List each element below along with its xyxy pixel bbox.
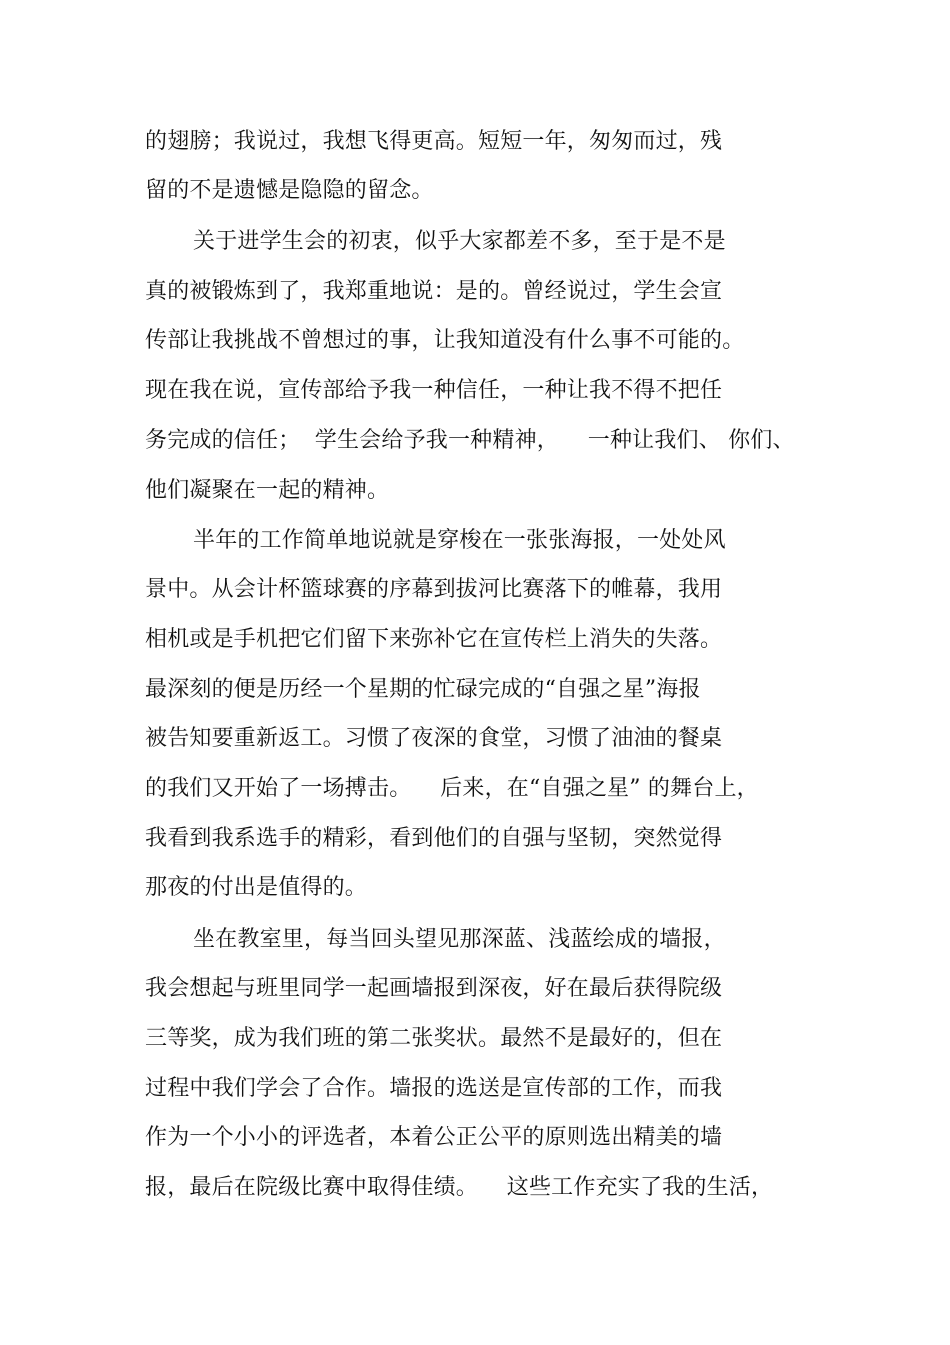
text-line: 最深刻的便是历经一个星期的忙碌完成的“自强之星”海报 bbox=[145, 677, 701, 702]
text-line: 报，最后在院级比赛中取得佳绩。 这些工作充实了我的生活， bbox=[145, 1175, 774, 1200]
text-line: 他们凝聚在一起的精神。 bbox=[145, 478, 390, 503]
paragraph-first-line: 关于进学生会的初衷，似乎大家都差不多，至于是不是 bbox=[193, 229, 726, 254]
text-line: 我会想起与班里同学一起画墙报到深夜，好在最后获得院级 bbox=[145, 976, 723, 1001]
text-line: 留的不是遗憾是隐隐的留念。 bbox=[145, 178, 434, 203]
text-line: 的翅膀；我说过，我想飞得更高。短短一年，匆匆而过，残 bbox=[145, 129, 723, 154]
text-line: 务完成的信任； 学生会给予我一种精神， 一种让我们、 你们、 bbox=[145, 428, 795, 453]
text-line: 过程中我们学会了合作。墙报的选送是宣传部的工作，而我 bbox=[145, 1076, 723, 1101]
text-line: 被告知要重新返工。习惯了夜深的食堂，习惯了油油的餐桌 bbox=[145, 726, 723, 751]
text-line: 那夜的付出是值得的。 bbox=[145, 875, 368, 900]
text-line: 真的被锻炼到了，我郑重地说：是的。曾经说过，学生会宣 bbox=[145, 279, 723, 304]
text-line: 景中。从会计杯篮球赛的序幕到拔河比赛落下的帷幕，我用 bbox=[145, 577, 723, 602]
text-line: 现在我在说，宣传部给予我一种信任，一种让我不得不把任 bbox=[145, 378, 723, 403]
text-line: 的我们又开始了一场搏击。 后来，在“自强之星” 的舞台上， bbox=[145, 776, 759, 801]
text-line: 作为一个小小的评选者，本着公正公平的原则选出精美的墙 bbox=[145, 1125, 723, 1150]
text-line: 三等奖，成为我们班的第二张奖状。最然不是最好的，但在 bbox=[145, 1026, 723, 1051]
paragraph-first-line: 半年的工作简单地说就是穿梭在一张张海报，一处处风 bbox=[193, 528, 726, 553]
text-line: 传部让我挑战不曾想过的事，让我知道没有什么事不可能的。 bbox=[145, 328, 745, 353]
paragraph-first-line: 坐在教室里，每当回头望见那深蓝、浅蓝绘成的墙报， bbox=[193, 927, 726, 952]
text-line: 我看到我系选手的精彩，看到他们的自强与坚韧，突然觉得 bbox=[145, 826, 723, 851]
text-line: 相机或是手机把它们留下来弥补它在宣传栏上消失的失落。 bbox=[145, 627, 723, 652]
